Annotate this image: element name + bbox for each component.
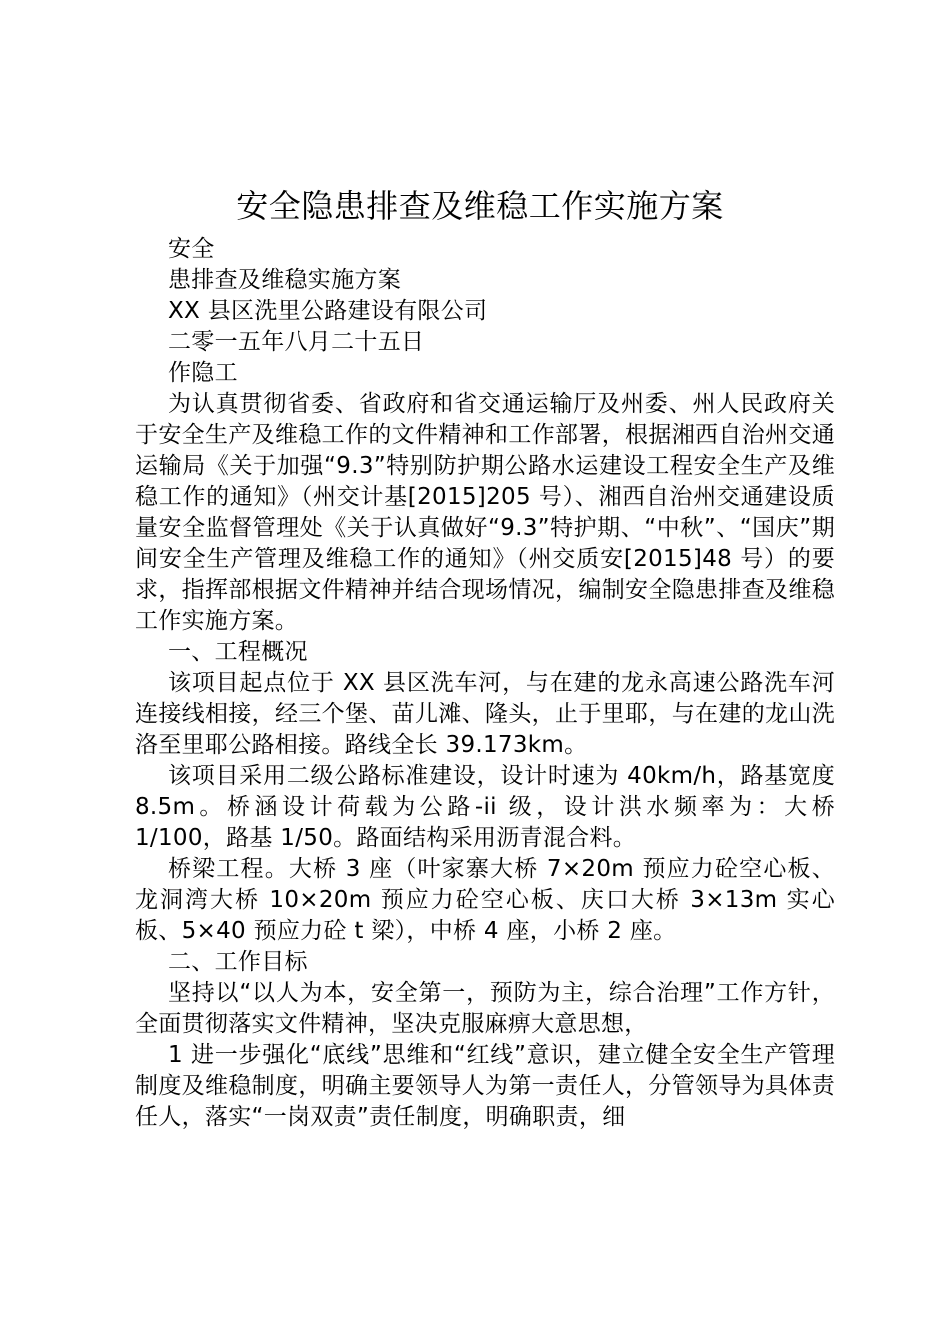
section-heading-overview: 一、工程概况 bbox=[168, 639, 308, 665]
document-body bbox=[135, 234, 835, 1133]
paragraph-standard: 该项目采用二级公路标准建设，设计时速为 40km/h，路基宽度 8.5m。桥涵设计荷载为公路-ii 级，设计洪水频率为：大桥 1/100，路基 1/50。路面结构采用沥青混合料。 bbox=[135, 763, 835, 851]
body-line-date: 二零一五年八月二十五日 bbox=[168, 329, 425, 355]
body-line-fragment: 作隐工 bbox=[168, 360, 238, 386]
paragraph-item-1: 1 进一步强化“底线”思维和“红线”意识，建立健全安全生产管理制度及维稳制度，明确主要领导人为第一责任人，分管领导为具体责任人，落实“一岗双责”责任制度，明确职责，细 bbox=[135, 1042, 835, 1130]
body-line-company: XX 县区洗里公路建设有限公司 bbox=[168, 298, 488, 324]
section-heading-goals: 二、工作目标 bbox=[168, 949, 308, 975]
paragraph-intro: 为认真贯彻省委、省政府和省交通运输厅及州委、州人民政府关于安全生产及维稳工作的文件精神和工作部署，根据湘西自治州交通运输局《关于加强“9.3”特别防护期公路水运建设工程安全生产及维稳工作的通知》（州交计基[2015]205 号）、湘西自治州交通建设质量安全监督管理处《关于认真做好“9.3”特护期、“中秋”、“国庆”期间安全生产管理及维稳工作的通知》（州交质安[2015]48 号）的要求，指挥部根据文件精神并结合现场情况，编制安全隐患排查及维稳工作实施方案。 bbox=[135, 391, 835, 634]
paragraph-bridges: 桥梁工程。大桥 3 座（叶家寨大桥 7×20m 预应力砼空心板、龙洞湾大桥 10×20m 预应力砼空心板、庆口大桥 3×13m 实心板、5×40 预应力砼 t 梁），中桥 4 座，小桥 2 座。 bbox=[135, 856, 835, 944]
paragraph-policy: 坚持以“以人为本，安全第一，预防为主，综合治理”工作方针，全面贯彻落实文件精神，坚决克服麻痹大意思想， bbox=[135, 980, 835, 1037]
body-line-safety: 安全 bbox=[168, 236, 215, 262]
body-line-plan-name: 患排查及维稳实施方案 bbox=[168, 267, 401, 293]
paragraph-route: 该项目起点位于 XX 县区洗车河，与在建的龙永高速公路洗车河连接线相接，经三个堡、苗儿滩、隆头，止于里耶，与在建的龙山洗洛至里耶公路相接。路线全长 39.173km。 bbox=[135, 670, 835, 758]
document-title: 安全隐患排查及维稳工作实施方案 bbox=[236, 187, 724, 225]
